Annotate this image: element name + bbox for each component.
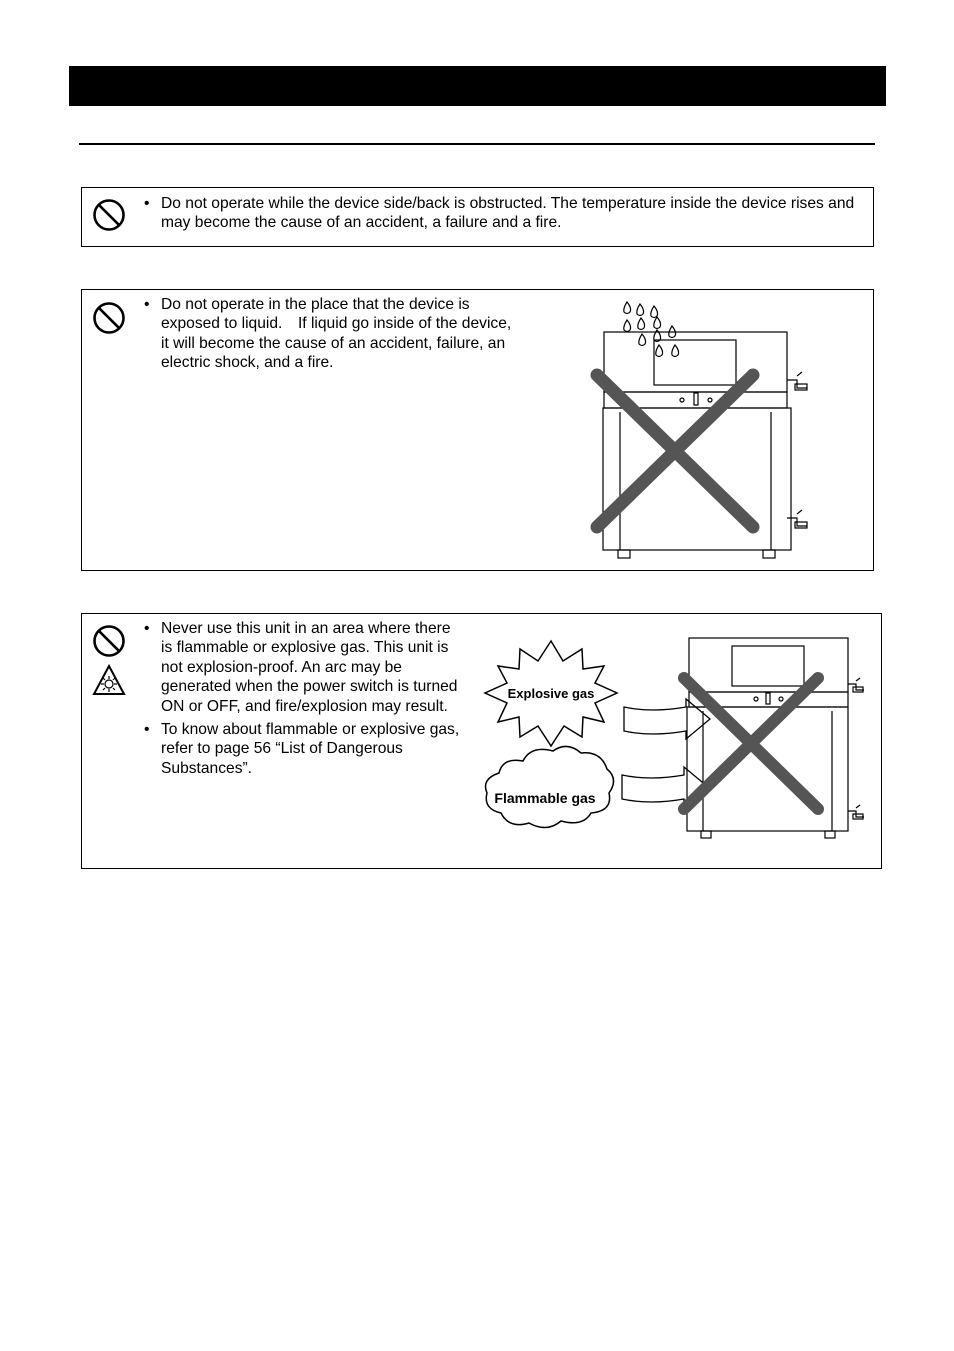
prohibition-icon: [92, 624, 126, 658]
section-header-bar: [69, 66, 886, 106]
warning-item: [143, 619, 463, 716]
flammable-gas-label: Flammable gas: [494, 790, 596, 806]
warning-list: [143, 619, 463, 782]
bullet-glyph: •: [144, 296, 150, 313]
header-rule: [79, 143, 875, 145]
bullet-glyph: •: [144, 620, 150, 637]
prohibited-cross-icon: [684, 678, 818, 809]
warning-text: Do not operate while the device side/back is obstructed. The temperature inside the device rises and may become the cause of an accident, a failure and a fire.: [161, 195, 855, 232]
warning-list: [143, 295, 518, 377]
warning-item: [143, 194, 858, 233]
device-drawing: [603, 332, 807, 558]
flammable-gas-cloud-icon: [486, 746, 614, 827]
warning-text: Do not operate in the place that the device is exposed to liquid. If liquid go inside of the device, it will become the cause of an accident, failure, an electric shock, and a fire.: [161, 296, 512, 372]
liquid-drops-icon: [624, 302, 679, 357]
device-drawing: [687, 638, 864, 838]
warning-text: To know about flammable or explosive gas, refer to page 56 “List of Dangerous Substances”.: [161, 721, 460, 777]
liquid-device-illustration: [582, 296, 822, 566]
warning-box-liquid: [81, 289, 874, 571]
warning-box-flammable-gas: [81, 613, 882, 869]
prohibition-icon: [92, 301, 126, 335]
bullet-glyph: •: [144, 721, 150, 739]
warning-text: Never use this unit in an area where there is flammable or explosive gas. This unit is not explosion-proof. An arc may be generated when the power switch is turned ON or OFF, and fire/explosion may result.: [161, 620, 458, 715]
gas-device-illustration: [472, 634, 877, 849]
explosive-gas-label: Explosive gas: [507, 686, 595, 701]
warning-box-obstruction: [81, 187, 874, 247]
warning-item: [143, 720, 463, 778]
warning-list: [143, 194, 858, 237]
prohibition-icon: [92, 198, 126, 232]
explosion-warning-icon: [92, 664, 126, 696]
warning-item: [143, 295, 518, 373]
bullet-glyph: •: [144, 195, 150, 212]
